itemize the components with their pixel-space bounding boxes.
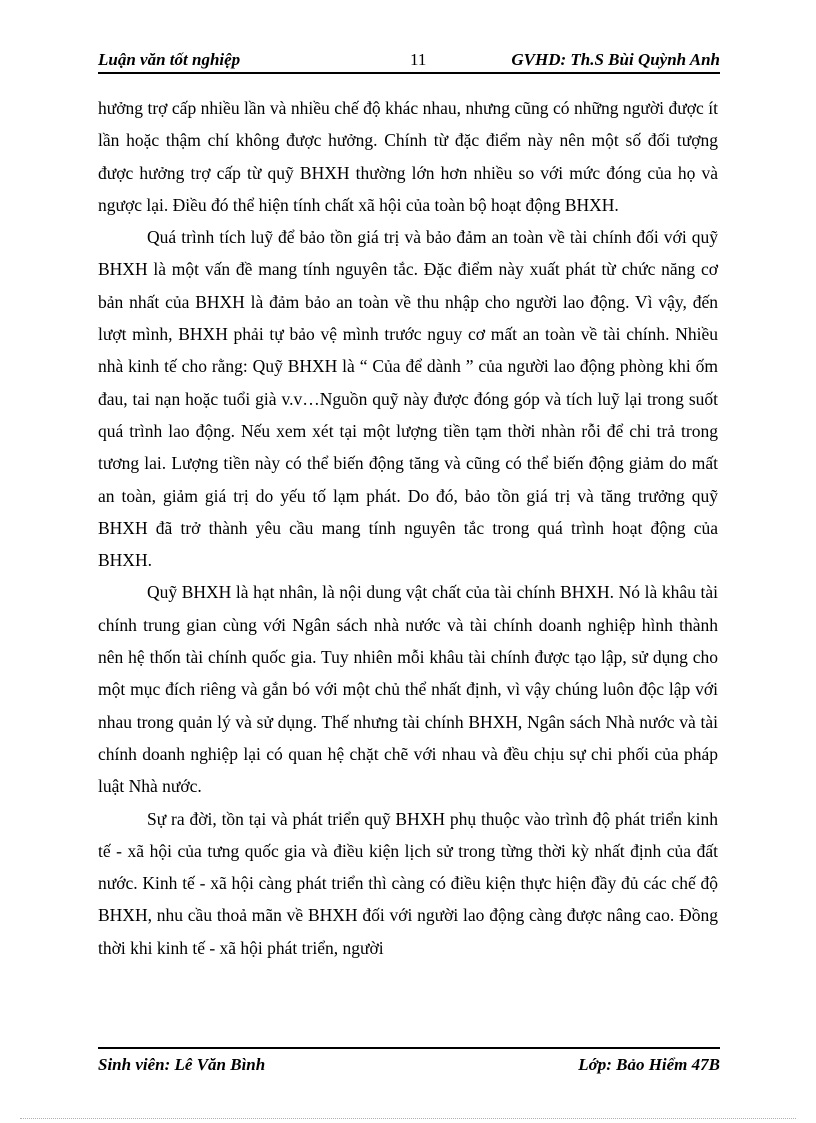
page-footer [98, 1047, 720, 1079]
thesis-title: Luận văn tốt nghiệp [98, 50, 241, 69]
paragraph: Sự ra đời, tồn tại và phát triển quỹ BHXH phụ thuộc vào trình độ phát triển kinh tế - xã hội của tưng quốc gia và điều kiện lịch sử trong từng thời kỳ nhất định của đất nước. Kinh tế - xã hội càng phát triển thì càng có điều kiện thực hiện đầy đủ các chế độ BHXH, nhu cầu thoả mãn về BHXH đối với người lao động càng được nâng cao. Đồng thời khi kinh tế - xã hội phát triển, người [98, 808, 718, 958]
student-name: Sinh viên: Lê Văn Bình [98, 1055, 266, 1074]
page-number: 11 [410, 50, 427, 69]
advisor-name: GVHD: Th.S Bùi Quỳnh Anh [511, 50, 720, 69]
paragraph-continuation: hưởng trợ cấp nhiều lần và nhiều chế độ khác nhau, nhưng cũng có những người được ít lần hoặc thậm chí không được hưởng. Chính từ đặc điểm này nên một số đối tượng được hưởng trợ cấp từ quỹ BHXH thường lớn hơn nhiều so với mức đóng của họ và ngược lại. Điều đó thể hiện tính chất xã hội của toàn bộ hoạt động BHXH. [98, 98, 718, 215]
page-edge-divider [20, 1118, 796, 1119]
paragraph: Quá trình tích luỹ để bảo tồn giá trị và bảo đảm an toàn về tài chính đối với quỹ BHXH là một vấn đề mang tính nguyên tắc. Đặc điểm này xuất phát từ chức năng cơ bản nhất của BHXH là đảm bảo an toàn về thu nhập cho người lao động. Vì vậy, đến lượt mình, BHXH phải tự bảo vệ mình trước nguy cơ mất an toàn về tài chính. Nhiều nhà kinh tế cho rằng: Quỹ BHXH là “ Của để dành ” của người lao động phòng khi ốm đau, tai nạn hoặc tuổi già v.v…Nguồn quỹ này được đóng góp và tích luỹ lại trong suốt quá trình lao động. Nếu xem xét tại một lượng tiền tạm thời nhàn rỗi để chi trả trong tương lai. Lượng tiền này có thể biến động tăng và cũng có thể biến động giảm do mất an toàn, giảm giá trị do yếu tố lạm phát. Do đó, bảo tồn giá trị và tăng trưởng quỹ BHXH đã trở thành yêu cầu mang tính nguyên tắc trong quá trình hoạt động của BHXH. [98, 227, 718, 571]
document-body [98, 92, 718, 964]
page-header [98, 48, 720, 74]
paragraph: Quỹ BHXH là hạt nhân, là nội dung vật chất của tài chính BHXH. Nó là khâu tài chính trung gian cùng với Ngân sách nhà nước và tài chính doanh nghiệp hình thành nên hệ thốn tài chính quốc gia. Tuy nhiên mỗi khâu tài chính được tạo lập, sử dụng cho một mục đích riêng và gắn bó với một chủ thể nhất định, vì vậy chúng luôn độc lập với nhau trong quản lý và sử dụng. Thế nhưng tài chính BHXH, Ngân sách Nhà nước và tài chính doanh nghiệp lại có quan hệ chặt chẽ với nhau và đều chịu sự chi phối của pháp luật Nhà nước. [98, 582, 718, 797]
class-name: Lớp: Bảo Hiểm 47B [578, 1055, 720, 1074]
